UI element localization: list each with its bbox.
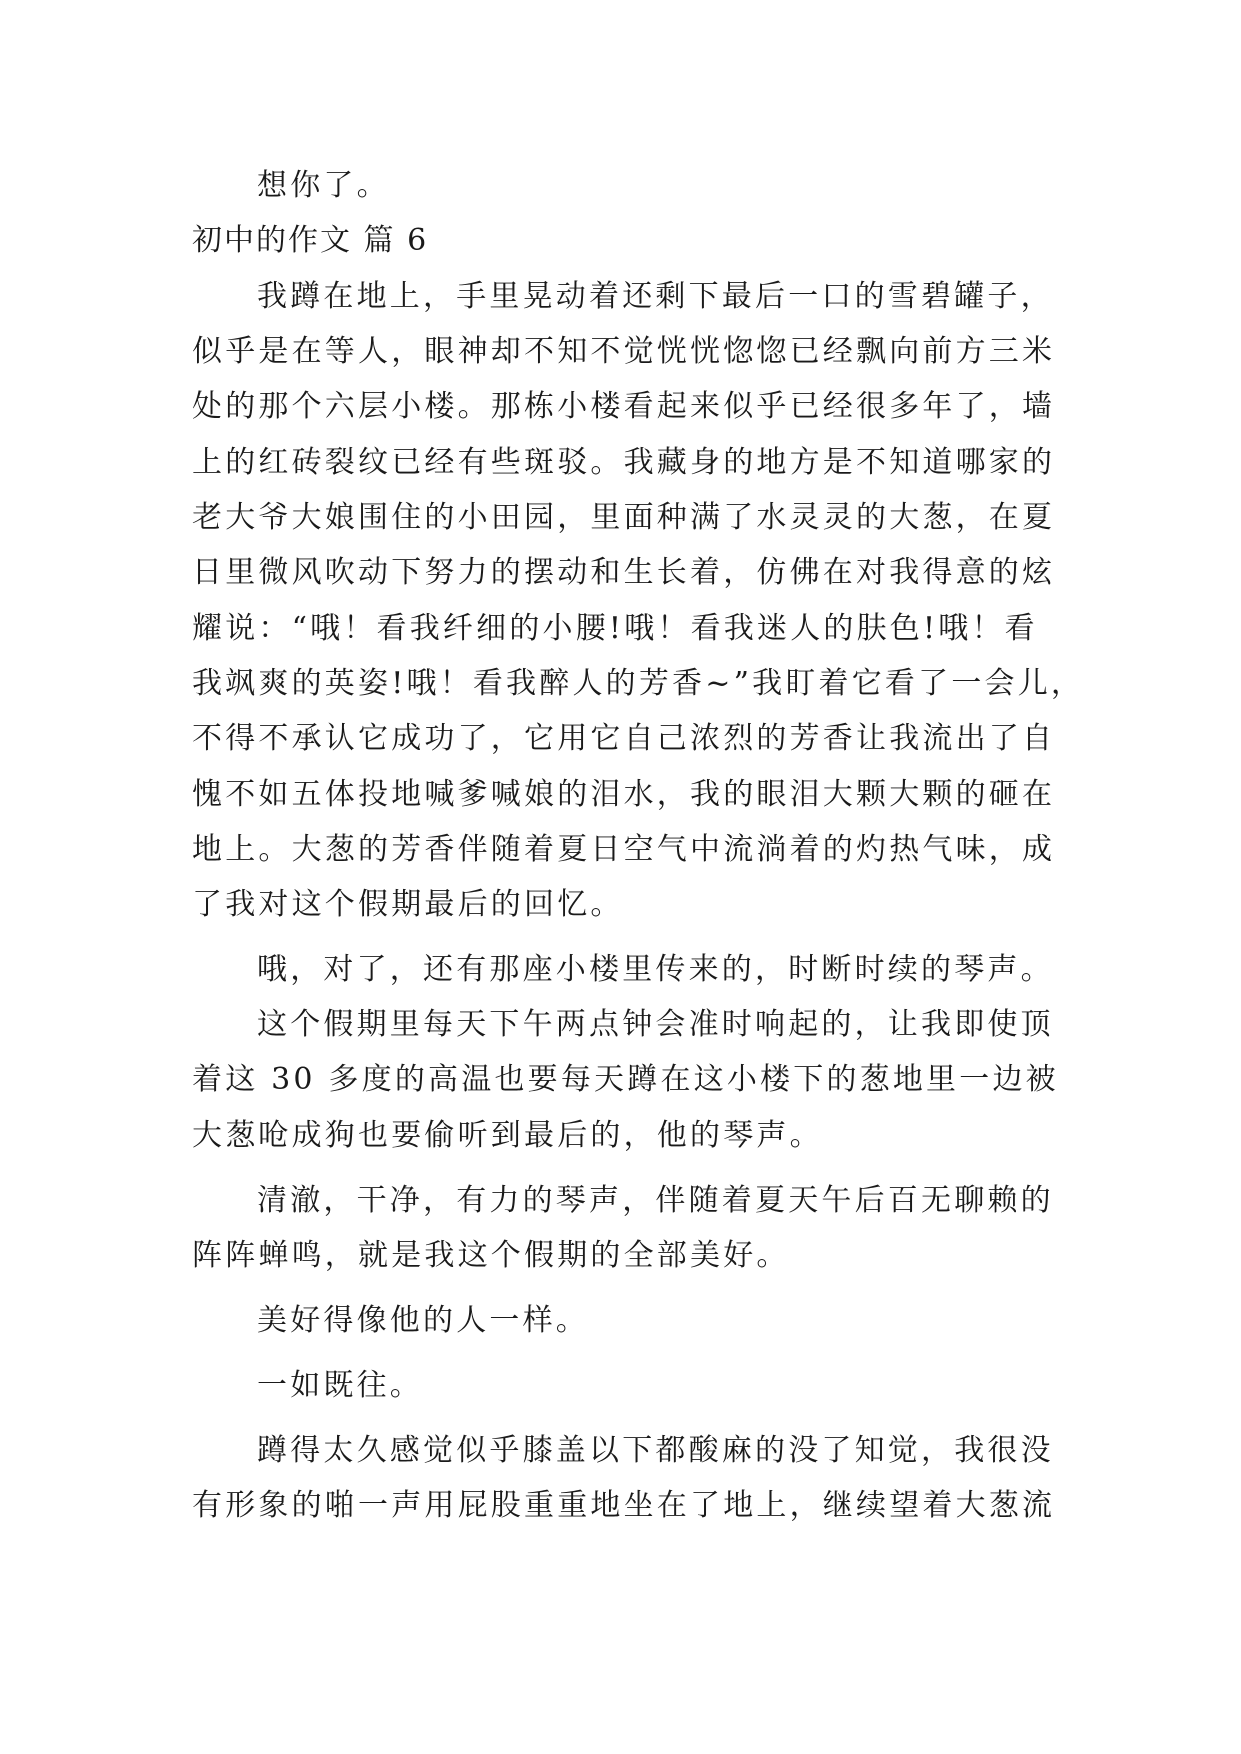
text-line: 想你了。: [257, 168, 390, 203]
text-line: 上的红砖裂纹已经有些斑驳。我藏身的地方是不知道哪家的: [192, 445, 1056, 480]
text-line: 大葱呛成狗也要偷听到最后的，他的琴声。: [192, 1118, 823, 1153]
text-line: 日里微风吹动下努力的摆动和生长着，仿佛在对我得意的炫: [192, 555, 1056, 590]
text-line: 这个假期里每天下午两点钟会准时响起的，让我即使顶: [257, 1007, 1054, 1042]
text-line: 处的那个六层小楼。那栋小楼看起来似乎已经很多年了，墙: [192, 389, 1056, 424]
text-line: 老大爷大娘围住的小田园，里面种满了水灵灵的大葱，在夏: [192, 500, 1056, 535]
text-line: 不得不承认它成功了，它用它自己浓烈的芳香让我流出了自: [192, 721, 1056, 756]
text-line: 地上。大葱的芳香伴随着夏日空气中流淌着的灼热气味，成: [192, 832, 1056, 867]
text-line: 我飒爽的英姿!哦！看我醉人的芳香~”我盯着它看了一会儿，: [192, 666, 1085, 701]
text-line: 似乎是在等人，眼神却不知不觉恍恍惚惚已经飘向前方三米: [192, 334, 1056, 369]
text-line: 阵阵蝉鸣，就是我这个假期的全部美好。: [192, 1238, 790, 1273]
text-line: 清澈，干净，有力的琴声，伴随着夏天午后百无聊赖的: [257, 1183, 1054, 1218]
text-line: 我蹲在地上，手里晃动着还剩下最后一口的雪碧罐子，: [257, 279, 1054, 314]
text-line: 愧不如五体投地喊爹喊娘的泪水，我的眼泪大颗大颗的砸在: [192, 777, 1056, 812]
text-line: 一如既往。: [257, 1368, 423, 1403]
text-line: 哦，对了，还有那座小楼里传来的，时断时续的琴声。: [257, 952, 1054, 987]
text-line: 了我对这个假期最后的回忆。: [192, 887, 624, 922]
text-line: 着这 30 多度的高温也要每天蹲在这小楼下的葱地里一边被: [192, 1062, 1059, 1097]
section-heading: 初中的作文 篇 6: [192, 223, 429, 258]
text-line: 美好得像他的人一样。: [257, 1303, 589, 1338]
text-line: 耀说：“哦！看我纤细的小腰!哦！看我迷人的肤色!哦！看: [192, 611, 1038, 646]
text-line: 有形象的啪一声用屁股重重地坐在了地上，继续望着大葱流: [192, 1488, 1056, 1523]
text-line: 蹲得太久感觉似乎膝盖以下都酸麻的没了知觉，我很没: [257, 1433, 1054, 1468]
